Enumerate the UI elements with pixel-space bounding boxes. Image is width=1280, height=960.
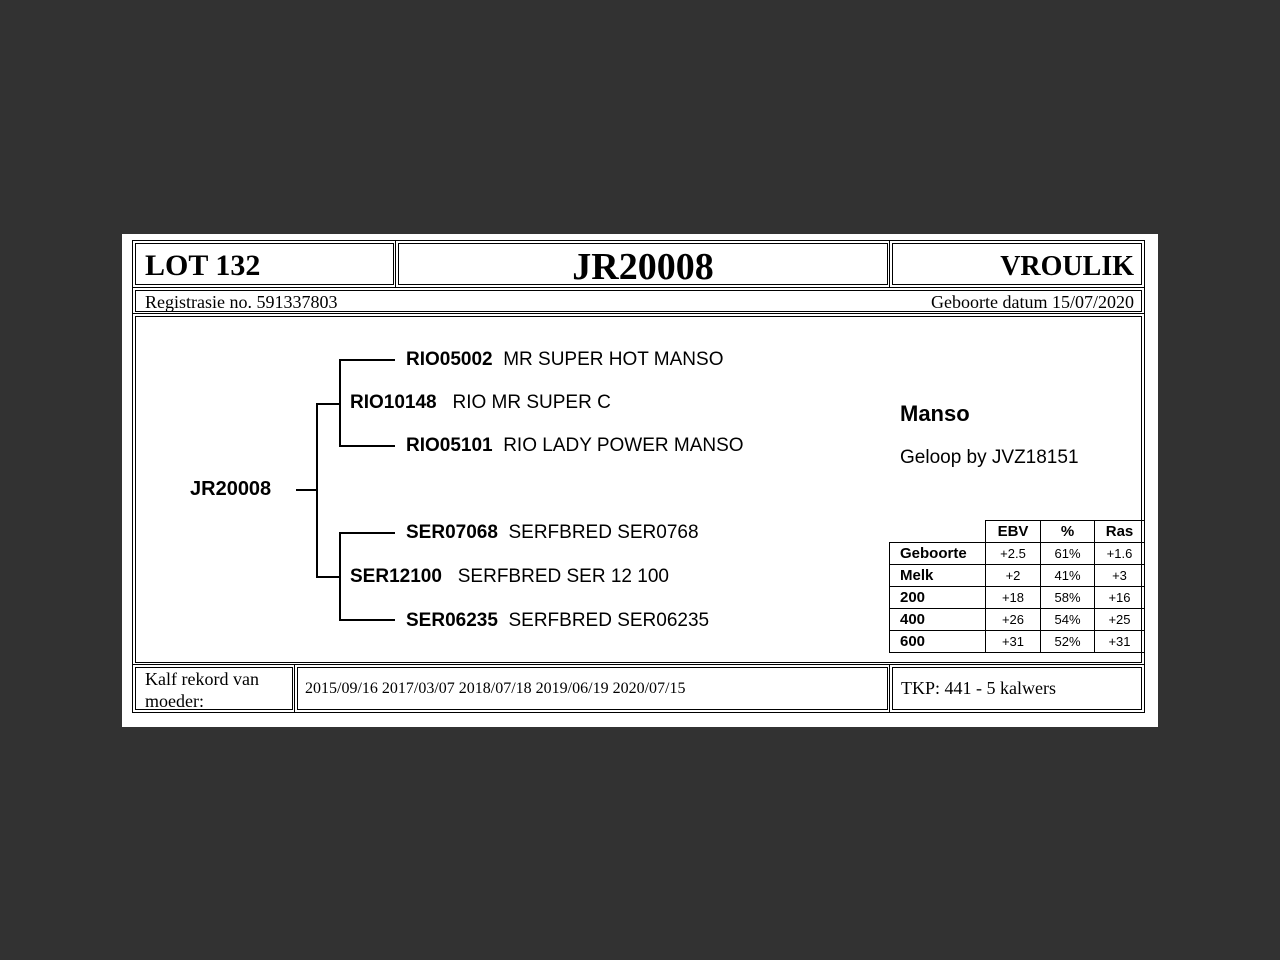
table-row [890, 587, 1145, 609]
ebv-breed-avg: +1.6 [1095, 543, 1145, 565]
animal-id-box [395, 240, 891, 288]
pedigree-dam: SER12100 SERFBRED SER 12 100 [350, 566, 669, 587]
lot-number: LOT 132 [145, 249, 261, 282]
ebv-breed-avg: +3 [1095, 565, 1145, 587]
ebv-row-label: 400 [890, 609, 986, 631]
ebv-value: +26 [986, 609, 1041, 631]
ebv-value: +31 [986, 631, 1041, 653]
dam-parents-connector [339, 532, 341, 621]
pedigree-dam-sire: SER07068 SERFBRED SER0768 [406, 522, 699, 543]
ebv-breed-avg: +16 [1095, 587, 1145, 609]
ebv-row-label: 600 [890, 631, 986, 653]
registration-number: Registrasie no. 591337803 [145, 292, 338, 312]
registration-row [132, 287, 1145, 315]
ebv-table [889, 520, 1145, 653]
tkp-summary: TKP: 441 - 5 kalwers [901, 678, 1056, 698]
pedigree-sire-sire: RIO05002 MR SUPER HOT MANSO [406, 349, 724, 370]
pedigree-sire-dam: RIO05101 RIO LADY POWER MANSO [406, 435, 744, 456]
ebv-row-label: Melk [890, 565, 986, 587]
lot-box [132, 240, 397, 288]
sex-box [889, 240, 1145, 288]
ebv-row-label: 200 [890, 587, 986, 609]
ebv-accuracy: 54% [1041, 609, 1095, 631]
ebv-header-blank [890, 521, 986, 543]
dam-connector [316, 576, 340, 578]
pedigree-dam-dam: SER06235 SERFBRED SER06235 [406, 610, 710, 631]
breed-line: Manso [900, 401, 970, 426]
table-row [890, 631, 1145, 653]
sire-parents-connector [339, 359, 341, 447]
pedigree-animal: JR20008 [190, 478, 272, 500]
mated-by: Geloop by JVZ18151 [900, 447, 1079, 468]
ebv-header-row [890, 521, 1145, 543]
ebv-value: +2.5 [986, 543, 1041, 565]
ebv-header-pct: % [1041, 521, 1095, 543]
ebv-row-label: Geboorte [890, 543, 986, 565]
table-row [890, 543, 1145, 565]
sire-connector [316, 403, 340, 405]
ebv-accuracy: 52% [1041, 631, 1095, 653]
calf-record-dates: 2015/09/16 2017/03/07 2018/07/18 2019/06/19 2020/07/15 [305, 680, 686, 697]
calf-record-box [294, 664, 891, 713]
ebv-breed-avg: +25 [1095, 609, 1145, 631]
birth-date: Geboorte datum 15/07/2020 [931, 292, 1134, 312]
ebv-breed-avg: +31 [1095, 631, 1145, 653]
dam-sire-connector [339, 532, 395, 534]
lot-sheet [122, 234, 1158, 727]
parents-connector [316, 403, 318, 578]
ebv-accuracy: 41% [1041, 565, 1095, 587]
ebv-accuracy: 58% [1041, 587, 1095, 609]
sire-sire-connector [339, 359, 395, 361]
ebv-header-ebv: EBV [986, 521, 1041, 543]
dam-dam-connector [339, 619, 395, 621]
sire-dam-connector [339, 445, 395, 447]
tkp-box [889, 664, 1145, 713]
ebv-value: +18 [986, 587, 1041, 609]
pedigree-sire: RIO10148 RIO MR SUPER C [350, 392, 611, 413]
ebv-value: +2 [986, 565, 1041, 587]
ebv-accuracy: 61% [1041, 543, 1095, 565]
animal-connector [296, 489, 318, 491]
table-row [890, 565, 1145, 587]
table-row [890, 609, 1145, 631]
sex-label: VROULIK [1000, 251, 1134, 282]
ebv-header-ras: Ras [1095, 521, 1145, 543]
calf-record-label-box [132, 664, 296, 713]
animal-id-title: JR20008 [572, 246, 714, 288]
calf-record-label: Kalf rekord van moeder: [145, 669, 259, 711]
